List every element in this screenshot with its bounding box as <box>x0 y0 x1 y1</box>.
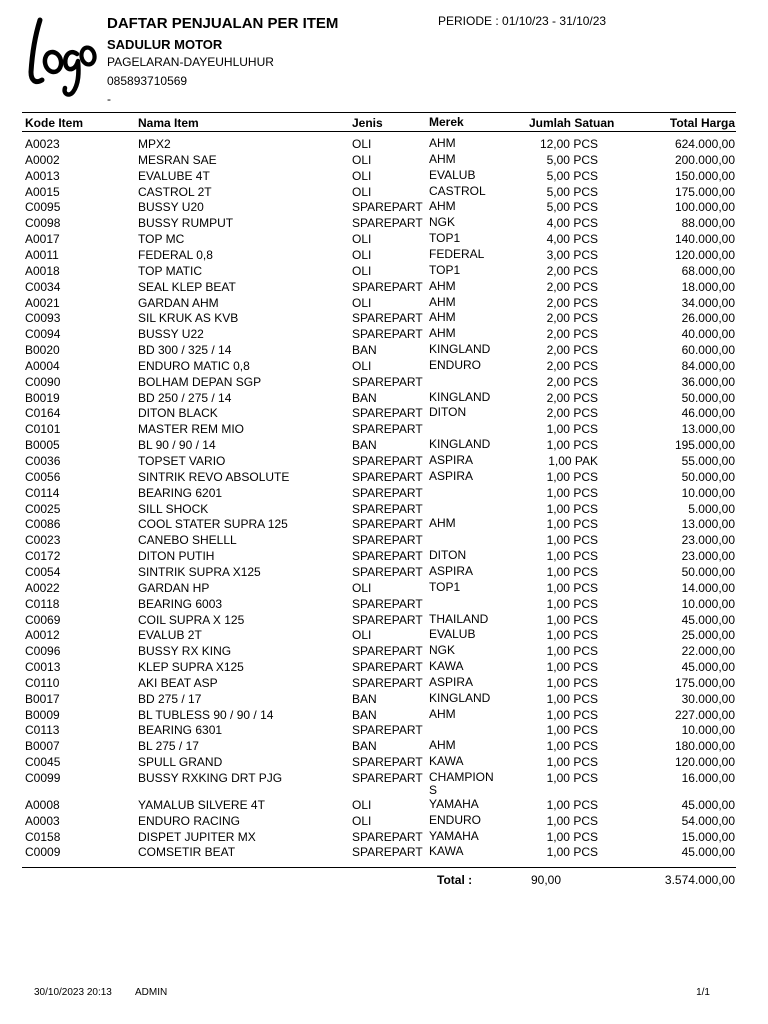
cell-name: FEDERAL 0,8 <box>138 247 213 262</box>
cell-brand: AHM <box>429 136 456 150</box>
cell-total: 10.000,00 <box>681 723 735 738</box>
cell-qty: 2,00 PCS <box>546 374 598 389</box>
cell-total: 45.000,00 <box>681 612 735 627</box>
table-header-rule <box>22 131 736 132</box>
cell-name: COMSETIR BEAT <box>138 845 236 860</box>
cell-type: SPAREPART <box>352 485 423 500</box>
cell-brand: EVALUB <box>429 627 476 642</box>
cell-qty: 1,00 PCS <box>546 485 598 500</box>
cell-type: SPAREPART <box>352 311 423 326</box>
cell-name: SILL SHOCK <box>138 501 209 516</box>
cell-total: 180.000,00 <box>674 739 735 754</box>
cell-code: C0113 <box>25 723 60 738</box>
cell-qty: 1,00 PCS <box>546 845 598 860</box>
cell-qty: 5,00 PCS <box>546 184 598 199</box>
cell-code: B0009 <box>25 707 60 722</box>
cell-brand: CASTROL <box>429 183 486 198</box>
column-header-code: Kode Item <box>25 116 84 130</box>
printed-at: 30/10/2023 20:13 <box>34 987 112 998</box>
cell-brand: KINGLAND <box>429 389 491 404</box>
cell-code: C0110 <box>25 675 60 690</box>
cell-name: SPULL GRAND <box>138 755 223 770</box>
cell-type: OLI <box>352 813 372 828</box>
cell-total: 18.000,00 <box>681 279 735 294</box>
cell-brand: ASPIRA <box>429 453 474 467</box>
cell-qty: 1,00 PCS <box>546 422 598 437</box>
cell-type: SPAREPART <box>352 755 423 770</box>
cell-type: SPAREPART <box>352 771 423 785</box>
cell-code: C0095 <box>25 200 61 215</box>
cell-total: 45.000,00 <box>681 660 735 675</box>
cell-qty: 2,00 PCS <box>546 390 598 405</box>
cell-brand: ASPIRA <box>429 674 474 689</box>
cell-type: SPAREPART <box>352 216 423 231</box>
cell-brand: YAMAHA <box>429 828 479 843</box>
cell-type: SPAREPART <box>352 612 423 627</box>
cell-code: C0023 <box>25 533 61 548</box>
cell-name: BL 275 / 17 <box>138 739 199 754</box>
cell-brand: TOP1 <box>429 231 461 246</box>
cell-total: 22.000,00 <box>681 644 735 659</box>
cell-total: 60.000,00 <box>681 343 735 358</box>
cell-total: 40.000,00 <box>681 327 735 342</box>
cell-code: C0094 <box>25 327 61 342</box>
cell-qty: 2,00 PCS <box>546 358 598 373</box>
cell-brand: YAMAHA <box>429 796 479 811</box>
cell-qty: 1,00 PCS <box>546 797 598 812</box>
cell-name: SIL KRUK AS KVB <box>138 311 239 326</box>
cell-name: MESRAN SAE <box>138 152 217 167</box>
cell-name: MASTER REM MIO <box>138 422 245 437</box>
cell-name: COIL SUPRA X 125 <box>138 612 245 627</box>
cell-brand: AHM <box>429 310 456 325</box>
cell-brand: AHM <box>429 516 456 531</box>
cell-brand: ENDURO <box>429 812 482 827</box>
cell-type: OLI <box>352 628 372 643</box>
cell-qty: 5,00 PCS <box>546 168 598 183</box>
cell-qty: 1,00 PCS <box>546 675 598 690</box>
cell-name: BUSSY RX KING <box>138 644 232 659</box>
cell-name: BL 90 / 90 / 14 <box>138 438 216 453</box>
cell-qty: 1,00 PCS <box>546 628 598 643</box>
total-label: Total : <box>437 873 473 887</box>
cell-qty: 1,00 PCS <box>546 596 598 611</box>
cell-code: A0013 <box>25 168 60 183</box>
cell-name: SINTRIK REVO ABSOLUTE <box>138 469 290 484</box>
company-extra: - <box>107 92 111 106</box>
report-period: PERIODE : 01/10/23 - 31/10/23 <box>438 14 607 28</box>
cell-total: 88.000,00 <box>681 216 735 231</box>
cell-code: C0086 <box>25 517 61 532</box>
cell-type: SPAREPART <box>352 469 423 484</box>
cell-total: 120.000,00 <box>674 247 735 262</box>
cell-qty: 4,00 PCS <box>546 232 598 247</box>
cell-type: OLI <box>352 263 372 278</box>
cell-type: OLI <box>352 797 372 812</box>
cell-type: OLI <box>352 184 372 199</box>
cell-code: A0018 <box>25 263 60 278</box>
cell-name: BUSSY U22 <box>138 327 204 342</box>
cell-total: 195.000,00 <box>674 438 735 453</box>
cell-qty: 1,00 PCS <box>546 707 598 722</box>
cell-code: A0021 <box>25 295 60 310</box>
cell-brand: DITON <box>429 548 467 563</box>
cell-total: 13.000,00 <box>681 422 735 437</box>
cell-total: 23.000,00 <box>681 549 735 564</box>
cell-brand: AHM <box>429 199 456 214</box>
cell-qty: 1,00 PCS <box>546 813 598 828</box>
cell-code: C0090 <box>25 374 61 389</box>
company-logo <box>26 14 98 98</box>
cell-qty: 1,00 PCS <box>546 549 598 564</box>
cell-total: 14.000,00 <box>681 580 735 595</box>
cell-brand: NGK <box>429 215 456 230</box>
cell-brand: NGK <box>429 643 456 658</box>
printed-by: ADMIN <box>135 987 168 998</box>
cell-type: SPAREPART <box>352 454 423 468</box>
cell-name: BOLHAM DEPAN SGP <box>138 374 262 389</box>
cell-type: SPAREPART <box>352 549 423 564</box>
cell-total: 55.000,00 <box>681 454 735 468</box>
cell-qty: 12,00 PCS <box>539 137 598 151</box>
cell-name: DISPET JUPITER MX <box>138 829 256 844</box>
cell-type: OLI <box>352 168 372 183</box>
cell-total: 54.000,00 <box>681 813 735 828</box>
cell-name: BEARING 6201 <box>138 485 223 500</box>
cell-type: OLI <box>352 358 372 373</box>
cell-total: 46.000,00 <box>681 406 735 421</box>
cell-total: 30.000,00 <box>681 691 735 706</box>
cell-name: EVALUB 2T <box>138 628 202 643</box>
cell-type: SPAREPART <box>352 406 423 421</box>
cell-code: C0099 <box>25 771 61 785</box>
cell-total: 5.000,00 <box>688 501 735 516</box>
cell-total: 100.000,00 <box>674 200 735 215</box>
cell-total: 34.000,00 <box>681 295 735 310</box>
cell-name: TOPSET VARIO <box>138 454 226 468</box>
cell-qty: 1,00 PCS <box>546 771 598 785</box>
cell-code: B0020 <box>25 343 60 358</box>
cell-type: SPAREPART <box>352 644 423 659</box>
cell-name: BUSSY RXKING DRT PJG <box>138 771 283 785</box>
cell-code: C0056 <box>25 469 61 484</box>
cell-total: 50.000,00 <box>681 390 735 405</box>
cell-brand: ASPIRA <box>429 563 474 578</box>
cell-brand: AHM <box>429 278 456 293</box>
cell-code: C0034 <box>25 279 61 294</box>
cell-total: 150.000,00 <box>674 168 735 183</box>
cell-qty: 2,00 PCS <box>546 295 598 310</box>
cell-total: 120.000,00 <box>674 755 735 770</box>
cell-name: BEARING 6003 <box>138 596 223 611</box>
cell-brand: TOP1 <box>429 579 461 594</box>
cell-qty: 1,00 PCS <box>546 755 598 770</box>
cell-name: EVALUBE 4T <box>138 168 210 183</box>
page-number: 1/1 <box>696 987 710 998</box>
cell-type: BAN <box>352 691 377 706</box>
cell-brand: KINGLAND <box>429 342 491 357</box>
cell-type: SPAREPART <box>352 723 423 738</box>
cell-code: C0164 <box>25 406 61 421</box>
cell-type: BAN <box>352 343 377 358</box>
column-header-qty: Jumlah Satuan <box>529 116 615 130</box>
cell-total: 227.000,00 <box>674 707 735 722</box>
cell-name: TOP MC <box>138 232 185 247</box>
cell-code: C0114 <box>25 485 60 500</box>
cell-type: BAN <box>352 390 377 405</box>
cell-brand: KINGLAND <box>429 437 491 452</box>
cell-brand: AHM <box>429 738 456 753</box>
cell-qty: 1,00 PCS <box>546 501 598 516</box>
cell-type: OLI <box>352 137 372 151</box>
cell-type: OLI <box>352 247 372 262</box>
cell-total: 16.000,00 <box>681 771 735 785</box>
cell-name: ENDURO MATIC 0,8 <box>138 358 250 373</box>
cell-type: OLI <box>352 152 372 167</box>
cell-qty: 1,00 PCS <box>546 660 598 675</box>
cell-type: BAN <box>352 438 377 453</box>
total-amount: 3.574.000,00 <box>664 873 735 887</box>
cell-brand: ENDURO <box>429 357 482 372</box>
cell-type: SPAREPART <box>352 829 423 844</box>
cell-qty: 1,00 PCS <box>546 564 598 579</box>
cell-code: A0003 <box>25 813 60 828</box>
cell-qty: 1,00 PCS <box>546 691 598 706</box>
cell-qty: 1,00 PCS <box>546 580 598 595</box>
cell-qty: 1,00 PCS <box>546 644 598 659</box>
cell-type: SPAREPART <box>352 279 423 294</box>
cell-name: SEAL KLEP BEAT <box>138 279 236 294</box>
cell-type: OLI <box>352 232 372 247</box>
cell-brand: THAILAND <box>429 611 489 626</box>
cell-brand: AHM <box>429 326 456 341</box>
cell-brand: KAWA <box>429 844 464 859</box>
cell-name: DITON BLACK <box>138 406 218 421</box>
cell-qty: 1,00 PCS <box>546 739 598 754</box>
cell-qty: 1,00 PCS <box>546 612 598 627</box>
cell-code: C0054 <box>25 564 61 579</box>
cell-brand: ASPIRA <box>429 468 474 483</box>
cell-name: AKI BEAT ASP <box>138 675 218 690</box>
column-header-name: Nama Item <box>138 116 199 130</box>
cell-name: BD 250 / 275 / 14 <box>138 390 232 405</box>
column-header-total: Total Harga <box>669 116 735 130</box>
cell-type: OLI <box>352 295 372 310</box>
cell-qty: 1,00 PCS <box>546 723 598 738</box>
company-phone: 085893710569 <box>107 74 188 88</box>
cell-total: 175.000,00 <box>674 184 735 199</box>
cell-brand: CHAMPIONS <box>429 770 494 797</box>
cell-qty: 1,00 PAK <box>548 454 598 468</box>
cell-code: C0069 <box>25 612 61 627</box>
company-address: PAGELARAN-DAYEUHLUHUR <box>107 55 274 69</box>
cell-code: A0017 <box>25 232 60 247</box>
cell-code: C0158 <box>25 829 61 844</box>
cell-name: BUSSY RUMPUT <box>138 216 234 231</box>
cell-type: SPAREPART <box>352 596 423 611</box>
table-bottom-rule <box>22 867 736 868</box>
cell-type: SPAREPART <box>352 564 423 579</box>
cell-type: SPAREPART <box>352 422 423 437</box>
cell-qty: 1,00 PCS <box>546 517 598 532</box>
cell-name: GARDAN AHM <box>138 295 219 310</box>
cell-name: SINTRIK SUPRA X125 <box>138 564 261 579</box>
cell-code: A0002 <box>25 152 60 167</box>
logo-icon <box>26 14 98 98</box>
cell-type: SPAREPART <box>352 501 423 516</box>
cell-type: BAN <box>352 739 377 754</box>
cell-type: SPAREPART <box>352 675 423 690</box>
cell-name: BEARING 6301 <box>138 723 223 738</box>
cell-total: 68.000,00 <box>681 263 735 278</box>
cell-qty: 1,00 PCS <box>546 533 598 548</box>
cell-total: 175.000,00 <box>674 675 735 690</box>
cell-type: SPAREPART <box>352 517 423 532</box>
cell-name: DITON PUTIH <box>138 549 215 564</box>
cell-total: 140.000,00 <box>674 232 735 247</box>
cell-total: 200.000,00 <box>674 152 735 167</box>
cell-name: BD 275 / 17 <box>138 691 202 706</box>
cell-total: 84.000,00 <box>681 358 735 373</box>
cell-total: 15.000,00 <box>681 829 735 844</box>
cell-qty: 5,00 PCS <box>546 152 598 167</box>
table-header <box>0 116 768 131</box>
cell-name: TOP MATIC <box>138 263 203 278</box>
cell-total: 45.000,00 <box>681 845 735 860</box>
cell-total: 624.000,00 <box>674 137 735 151</box>
cell-total: 25.000,00 <box>681 628 735 643</box>
cell-brand: AHM <box>429 151 456 166</box>
cell-code: C0118 <box>25 596 60 611</box>
cell-name: ENDURO RACING <box>138 813 241 828</box>
cell-code: C0093 <box>25 311 61 326</box>
cell-qty: 1,00 PCS <box>546 438 598 453</box>
cell-qty: 4,00 PCS <box>546 216 598 231</box>
cell-qty: 1,00 PCS <box>546 469 598 484</box>
cell-code: C0096 <box>25 644 61 659</box>
total-qty: 90,00 <box>531 873 562 887</box>
cell-type: SPAREPART <box>352 660 423 675</box>
column-header-brand: Merek <box>429 115 464 129</box>
cell-code: B0017 <box>25 691 60 706</box>
cell-brand: KAWA <box>429 754 464 769</box>
cell-name: CANEBO SHELLL <box>138 533 237 548</box>
table-top-rule <box>22 112 736 113</box>
cell-code: A0012 <box>25 628 60 643</box>
cell-brand: KINGLAND <box>429 690 491 705</box>
cell-code: B0019 <box>25 390 60 405</box>
cell-name: KLEP SUPRA X125 <box>138 660 244 675</box>
cell-total: 26.000,00 <box>681 311 735 326</box>
cell-total: 36.000,00 <box>681 374 735 389</box>
cell-code: B0007 <box>25 739 60 754</box>
cell-qty: 2,00 PCS <box>546 327 598 342</box>
cell-total: 23.000,00 <box>681 533 735 548</box>
cell-code: C0172 <box>25 549 61 564</box>
cell-name: GARDAN HP <box>138 580 210 595</box>
cell-total: 10.000,00 <box>681 485 735 500</box>
cell-type: OLI <box>352 580 372 595</box>
cell-qty: 3,00 PCS <box>546 247 598 262</box>
cell-qty: 2,00 PCS <box>546 406 598 421</box>
cell-type: SPAREPART <box>352 200 423 215</box>
cell-qty: 2,00 PCS <box>546 279 598 294</box>
cell-code: C0101 <box>25 422 61 437</box>
cell-brand: DITON <box>429 405 467 420</box>
cell-type: SPAREPART <box>352 374 423 389</box>
cell-qty: 1,00 PCS <box>546 829 598 844</box>
cell-code: C0009 <box>25 845 61 860</box>
column-header-type: Jenis <box>352 116 383 130</box>
cell-code: A0015 <box>25 184 60 199</box>
cell-code: C0036 <box>25 454 61 468</box>
cell-code: A0023 <box>25 137 60 151</box>
cell-qty: 2,00 PCS <box>546 263 598 278</box>
cell-type: SPAREPART <box>352 533 423 548</box>
cell-total: 50.000,00 <box>681 564 735 579</box>
cell-code: C0025 <box>25 501 61 516</box>
cell-type: BAN <box>352 707 377 722</box>
cell-name: BD 300 / 325 / 14 <box>138 343 232 358</box>
cell-name: CASTROL 2T <box>138 184 212 199</box>
cell-code: C0045 <box>25 755 61 770</box>
cell-brand: AHM <box>429 294 456 309</box>
cell-name: BUSSY U20 <box>138 200 204 215</box>
cell-name: BL TUBLESS 90 / 90 / 14 <box>138 707 274 722</box>
cell-code: A0022 <box>25 580 60 595</box>
cell-type: SPAREPART <box>352 327 423 342</box>
cell-code: B0005 <box>25 438 60 453</box>
cell-name: YAMALUB SILVERE 4T <box>138 797 265 812</box>
cell-qty: 5,00 PCS <box>546 200 598 215</box>
cell-brand: FEDERAL <box>429 246 485 261</box>
cell-brand: KAWA <box>429 659 464 674</box>
cell-brand: TOP1 <box>429 262 461 277</box>
cell-brand: AHM <box>429 706 456 721</box>
cell-qty: 2,00 PCS <box>546 311 598 326</box>
cell-total: 10.000,00 <box>681 596 735 611</box>
cell-brand: EVALUB <box>429 167 476 182</box>
cell-total: 50.000,00 <box>681 469 735 484</box>
cell-name: MPX2 <box>138 137 171 151</box>
cell-name: COOL STATER SUPRA 125 <box>138 517 288 532</box>
cell-code: A0004 <box>25 358 60 373</box>
cell-total: 45.000,00 <box>681 797 735 812</box>
company-name: SADULUR MOTOR <box>107 37 223 52</box>
cell-code: A0011 <box>25 247 59 262</box>
cell-total: 13.000,00 <box>681 517 735 532</box>
cell-qty: 2,00 PCS <box>546 343 598 358</box>
cell-code: C0013 <box>25 660 61 675</box>
cell-code: A0008 <box>25 797 60 812</box>
cell-type: SPAREPART <box>352 845 423 860</box>
report-title: DAFTAR PENJUALAN PER ITEM <box>107 15 339 32</box>
cell-code: C0098 <box>25 216 61 231</box>
